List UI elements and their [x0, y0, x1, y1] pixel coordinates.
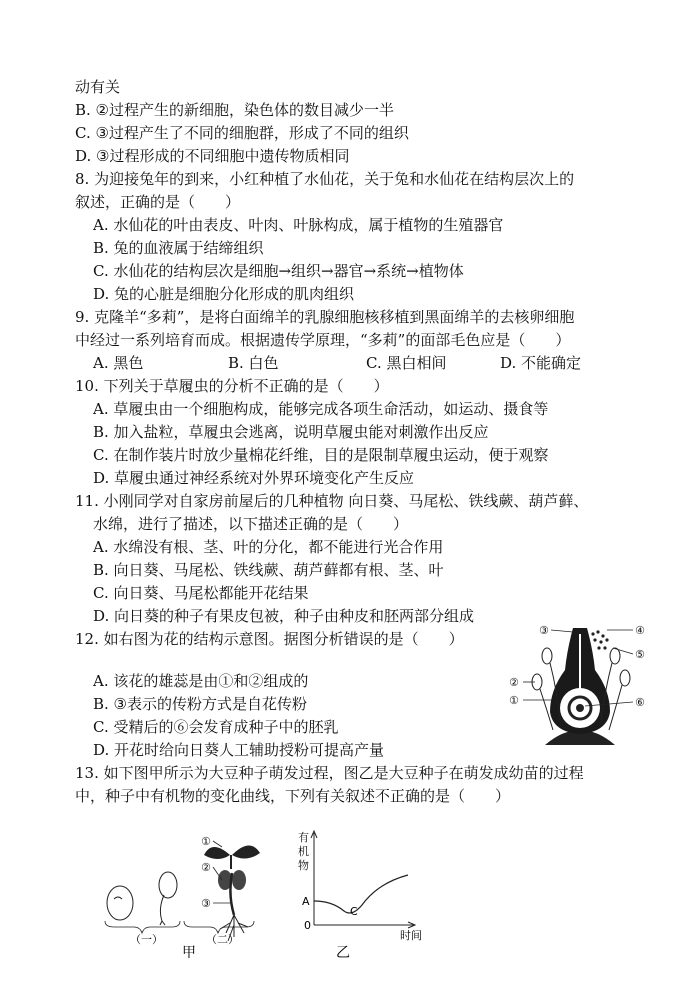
- question-11-option: D. 向日葵的种子有果皮包被，种子由种皮和胚两部分组成: [93, 607, 475, 625]
- anther: [620, 670, 630, 686]
- stage-label-2: （二）: [206, 933, 239, 946]
- question-9-option: A. 黑色: [93, 354, 144, 372]
- anther: [610, 648, 620, 664]
- seedling-leaf: [204, 847, 230, 859]
- jia-label-3: ③: [201, 897, 211, 910]
- text-line: C. ③过程产生了不同的细胞群，形成了不同的组织: [75, 124, 409, 142]
- flower-label-3: ③: [539, 624, 549, 637]
- question-8-option: C. 水仙花的结构层次是细胞→组织→器官→系统→植物体: [93, 262, 464, 280]
- stage-brace-1: [105, 921, 180, 933]
- question-12-option: B. ③表示的传粉方式是自花传粉: [93, 695, 308, 713]
- question-10-option: D. 草履虫通过神经系统对外界环境变化产生反应: [93, 469, 415, 487]
- jia-label-2: ②: [201, 861, 211, 874]
- flower-label-2: ②: [509, 676, 519, 689]
- pollen-grains: [591, 630, 608, 649]
- question-8-option: B. 兔的血液属于结缔组织: [93, 239, 264, 257]
- stage-label-1: （一）: [130, 933, 163, 946]
- question-13-stem: 中，种子中有机物的变化曲线，下列有关叙述不正确的是（ ）: [75, 787, 511, 805]
- filament: [609, 685, 622, 730]
- y-axis-label: [298, 831, 309, 872]
- question-9-stem: 9. 克隆羊“多莉”，是将白面绵羊的乳腺细胞核移植到黑面绵羊的去核卵细胞: [75, 308, 575, 326]
- x-axis-label: 时间: [400, 929, 422, 942]
- question-12-option: A. 该花的雄蕊是由①和②组成的: [93, 672, 309, 690]
- question-12-option: C. 受精后的⑥会发育成种子中的胚乳: [93, 718, 339, 736]
- question-10-option: A. 草履虫由一个细胞构成，能够完成各项生命活动，如运动、摄食等: [93, 400, 549, 418]
- question-11-stem: 水绵，进行了描述，以下描述正确的是（ ）: [93, 515, 409, 533]
- flower-label-6: ⑥: [635, 696, 645, 709]
- flower-label-1: ①: [509, 694, 519, 707]
- svg-text:有: 有: [298, 831, 309, 844]
- flower-label-5: ⑤: [635, 648, 645, 661]
- cotyledon: [232, 870, 246, 890]
- question-9-option: C. 黑白相间: [366, 354, 447, 372]
- question-10-option: B. 加入盐粒，草履虫会逃离，说明草履虫能对刺激作出反应: [93, 423, 489, 441]
- question-11-option: A. 水绵没有根、茎、叶的分化，都不能进行光合作用: [93, 538, 444, 556]
- flower-structure-diagram: [505, 620, 655, 750]
- question-12-stem: 12. 如右图为花的结构示意图。据图分析错误的是（ ）: [75, 630, 464, 648]
- figure-jia-caption: 甲: [182, 945, 196, 960]
- question-13-stem: 13. 如下图甲所示为大豆种子萌发过程，图乙是大豆种子在萌发成幼苗的过程: [75, 764, 584, 782]
- text-line: B. ②过程产生的新细胞，染色体的数目减少一半: [75, 101, 395, 119]
- point-c-label: C: [350, 905, 358, 918]
- question-11-stem: 11. 小刚同学对自家房前屋后的几种植物 向日葵、马尾松、铁线蕨、葫芦藓、: [75, 492, 589, 510]
- question-8-stem: 8. 为迎接兔年的到来，小红种植了水仙花，关于兔和水仙花在结构层次上的: [75, 170, 575, 188]
- text-line: D. ③过程形成的不同细胞中遗传物质相同: [75, 147, 350, 165]
- svg-text:机: 机: [298, 845, 309, 858]
- question-11-option: C. 向日葵、马尾松都能开花结果: [93, 584, 309, 602]
- question-12-option: D. 开花时给向日葵人工辅助授粉可提高产量: [93, 741, 385, 759]
- organic-matter-curve: [314, 875, 408, 913]
- question-8-stem: 叙述，正确的是（ ）: [75, 193, 241, 211]
- svg-text:物: 物: [298, 859, 309, 872]
- point-a-label: A: [302, 895, 310, 908]
- question-8-option: A. 水仙花的叶由表皮、叶肉、叶脉构成，属于植物的生殖器官: [93, 216, 504, 234]
- figure-yi-caption: 乙: [336, 945, 350, 960]
- figure-yi-organic-matter-chart: [292, 825, 432, 960]
- flower-label-4: ④: [635, 624, 645, 637]
- figure-jia-germination: [100, 825, 280, 960]
- question-9-option: B. 白色: [228, 354, 279, 372]
- jia-label-1: ①: [201, 835, 211, 848]
- question-10-stem: 10. 下列关于草履虫的分析不正确的是（ ）: [75, 377, 389, 395]
- question-8-option: D. 兔的心脏是细胞分化形成的肌肉组织: [93, 285, 355, 303]
- origin-label: 0: [304, 919, 311, 932]
- anther: [542, 648, 552, 664]
- question-11-option: B. 向日葵、马尾松、铁线蕨、葫芦藓都有根、茎、叶: [93, 561, 444, 579]
- question-10-option: C. 在制作装片时放少量棉花纤维，目的是限制草履虫运动，便于观察: [93, 446, 549, 464]
- question-9-stem: 中经过一系列培育而成。根据遗传学原理，“多莉”的面部毛色应是（ ）: [75, 331, 571, 349]
- text-line: 动有关: [75, 78, 121, 96]
- question-9-option: D. 不能确定: [500, 354, 582, 372]
- seedling-leaf: [232, 845, 260, 858]
- soybean-seed: [107, 886, 133, 920]
- sprouting-seed: [159, 872, 177, 898]
